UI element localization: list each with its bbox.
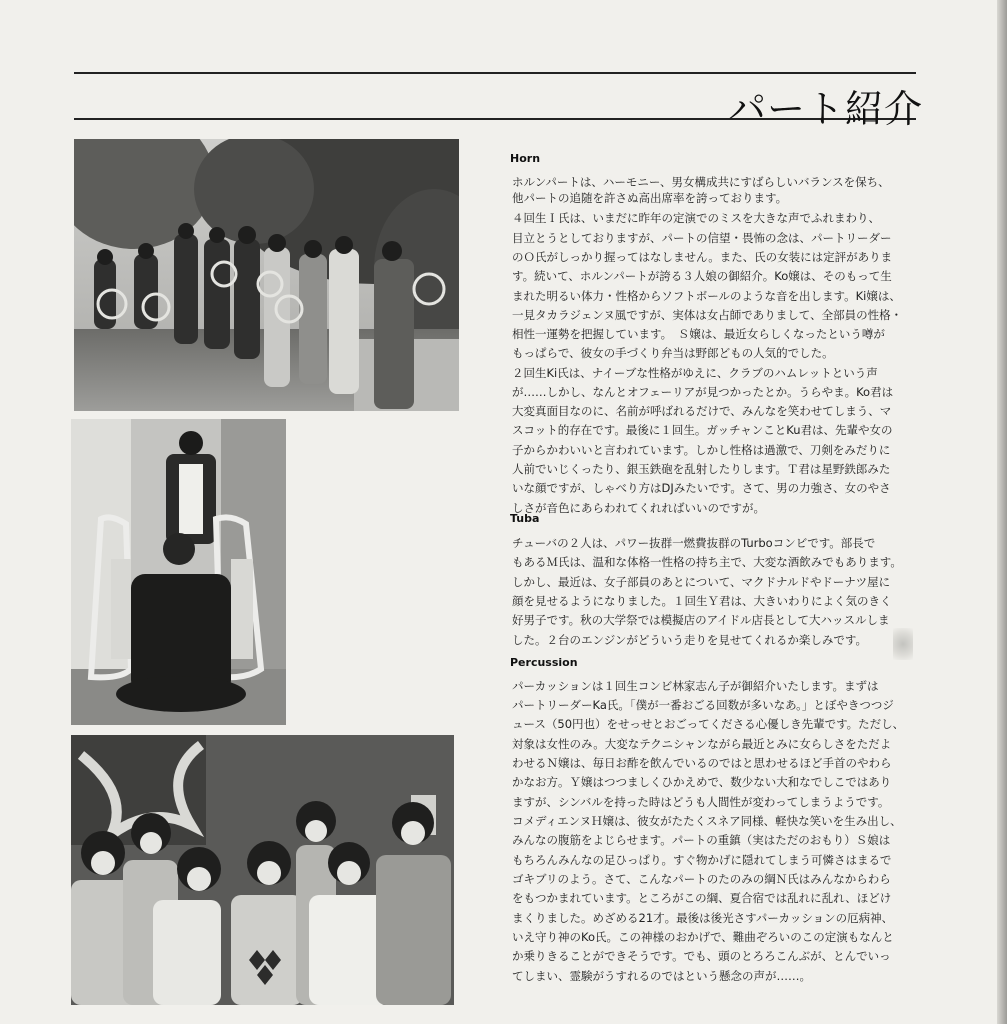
percussion-line: かなお方。Ｙ嬢はつつましくひかえめで、数少ない大和なでしこではあり bbox=[512, 775, 892, 789]
binding-edge bbox=[997, 0, 1007, 1024]
horn-line: しさが音色にあらわれてくれればいいのですが。 bbox=[512, 501, 765, 515]
percussion-line: か乗りきることができそうです。でも、頭のとろろこんぶが、とんでいっ bbox=[512, 949, 891, 963]
tuba-line: しかし、最近は、女子部員のあとについて、マクドナルドやドーナツ屋に bbox=[512, 575, 891, 589]
percussion-line: いえ守り神のKo氏。この神様のおかげで、難曲ぞろいのこの定演もなんと bbox=[512, 930, 894, 944]
horn-line: 目立とうとしておりますが、パートの信望・畏怖の念は、パートリーダー bbox=[512, 231, 892, 245]
percussion-line: ゴキブリのよう。さて、こんなパートのたのみの綱Ｎ氏はみんなからわら bbox=[512, 872, 891, 886]
horn-line: 人前でいじくったり、銀玉鉄砲を乱射したりします。Ｔ君は星野鉄郎みた bbox=[512, 462, 891, 476]
percussion-line: パートリーダーKa氏。「僕が一番おごる回数が多いなあ。」とぼやきつつジ bbox=[512, 698, 894, 712]
percussion-line: 対象は女性のみ。大変なテクニシャンながら最近とみに女らしさをただよ bbox=[512, 737, 892, 751]
percussion-line: ュース（50円也）をせっせとおごってくださる心優しき先輩です。ただし、 bbox=[512, 717, 905, 731]
horn-line: もっぱらで、彼女の手づくり弁当は野郎どもの人気的でした。 bbox=[512, 346, 834, 360]
percussion-line: まくりました。めざめる21才。最後は後光さすパーカッションの厄病神、 bbox=[512, 911, 894, 925]
print-smudge bbox=[893, 628, 913, 660]
tuba-line: 顔を見せるようになりました。１回生Ｙ君は、大きいわりによく気のきく bbox=[512, 594, 892, 608]
horn-line: のＯ氏がしっかり握ってはなしません。また、氏の女装には定評がありま bbox=[512, 250, 893, 264]
percussion-line: てしまい、霊験がうすれるのではという懸念の声が……。 bbox=[512, 969, 811, 983]
horn-line: 大変真面目なのに、名前が呼ばれるだけで、みんなを笑わせてしまう、マ bbox=[512, 404, 892, 418]
tuba-duo-photo bbox=[71, 419, 286, 725]
horn-line: ホルンパートは、ハーモニー、男女構成共にすばらしいバランスを保ち、 bbox=[512, 175, 890, 189]
horn-line: 子からかわいいと言われています。しかし性格は過激で、刀剣をみだりに bbox=[512, 443, 891, 457]
horn-line: ４回生Ｉ氏は、いまだに昨年の定演でのミスを大きな声でふれまわり、 bbox=[512, 211, 880, 225]
horn-line: 他パートの追随を許さぬ高出席率を誇っております。 bbox=[512, 191, 788, 205]
percussion-line: わせるＮ嬢は、毎日お酢を飲んでいるのではと思わせるほど手首のやわら bbox=[512, 756, 892, 770]
percussion-photo-image bbox=[71, 735, 454, 1005]
top-rule bbox=[74, 72, 916, 74]
tuba-line: 好男子です。秋の大学祭では模擬店のアイドル店長として大ハッスルしま bbox=[512, 613, 890, 627]
horn-line: す。続いて、ホルンパートが誇る３人娘の御紹介。Ko嬢は、そのもって生 bbox=[512, 269, 892, 283]
percussion-heading: Percussion bbox=[510, 656, 578, 669]
horn-line: 一見タカラジェンヌ風ですが、実体は女占師でありまして、全部員の性格・ bbox=[512, 308, 903, 322]
horn-line: ２回生Ki氏は、ナイーブな性格がゆえに、クラブのハムレットという声 bbox=[512, 366, 878, 380]
horn-line: スコット的存在です。最後に１回生。ガッチャンことKu君は、先輩や女の bbox=[512, 423, 893, 437]
horn-line: 相性一運勢を把握しています。 Ｓ嬢は、最近女らしくなったという噂が bbox=[512, 327, 885, 341]
tuba-line: もあるＭ氏は、温和な体格一性格の持ち主で、大変な酒飲みでもあります。 bbox=[512, 555, 902, 569]
horn-photo-image bbox=[74, 139, 459, 411]
horn-heading: Horn bbox=[510, 152, 541, 165]
percussion-line: みんなの腹筋をよじらせます。パートの重鎮（実はただのおもり）Ｓ娘は bbox=[512, 833, 891, 847]
percussion-line: ますが、シンバルを持った時はどうも人間性が変わってしまうようです。 bbox=[512, 795, 890, 809]
horn-line: いな顔ですが、しゃべり方はDJみたいです。さて、男の力強さ、女のやさ bbox=[512, 481, 891, 495]
percussion-line: パーカッションは１回生コンビ林家志ん子が御紹介いたします。まずは bbox=[512, 679, 879, 693]
percussion-group-photo bbox=[71, 735, 454, 1005]
tuba-line: した。２台のエンジンがどういう走りを見せてくれるか楽しみです。 bbox=[512, 633, 868, 647]
percussion-line: もちろんみんなの足ひっぱり。すぐ物かげに隠れてしまう可憐さはまるで bbox=[512, 853, 892, 867]
page-title: パート紹介 bbox=[728, 87, 924, 131]
tuba-line: チューバの２人は、パワー抜群一燃費抜群のTurboコンビです。部長で bbox=[512, 536, 876, 550]
horn-line: が……しかし、なんとオフェーリアが見つかったとか。うらやま。Ko君は bbox=[512, 385, 894, 399]
horn-group-photo bbox=[74, 139, 459, 411]
percussion-line: をもつかまれています。ところがこの綱、夏合宿では乱れに乱れ、ほどけ bbox=[512, 891, 892, 905]
tuba-photo-image bbox=[71, 419, 286, 725]
tuba-heading: Tuba bbox=[510, 512, 540, 525]
percussion-line: コメディエンヌＨ嬢は、彼女がたたくスネア同様、軽快な笑いを生み出し、 bbox=[512, 814, 902, 828]
horn-line: まれた明るい体力・性格からソフトボールのような音を出します。Ki嬢は、 bbox=[512, 289, 901, 303]
